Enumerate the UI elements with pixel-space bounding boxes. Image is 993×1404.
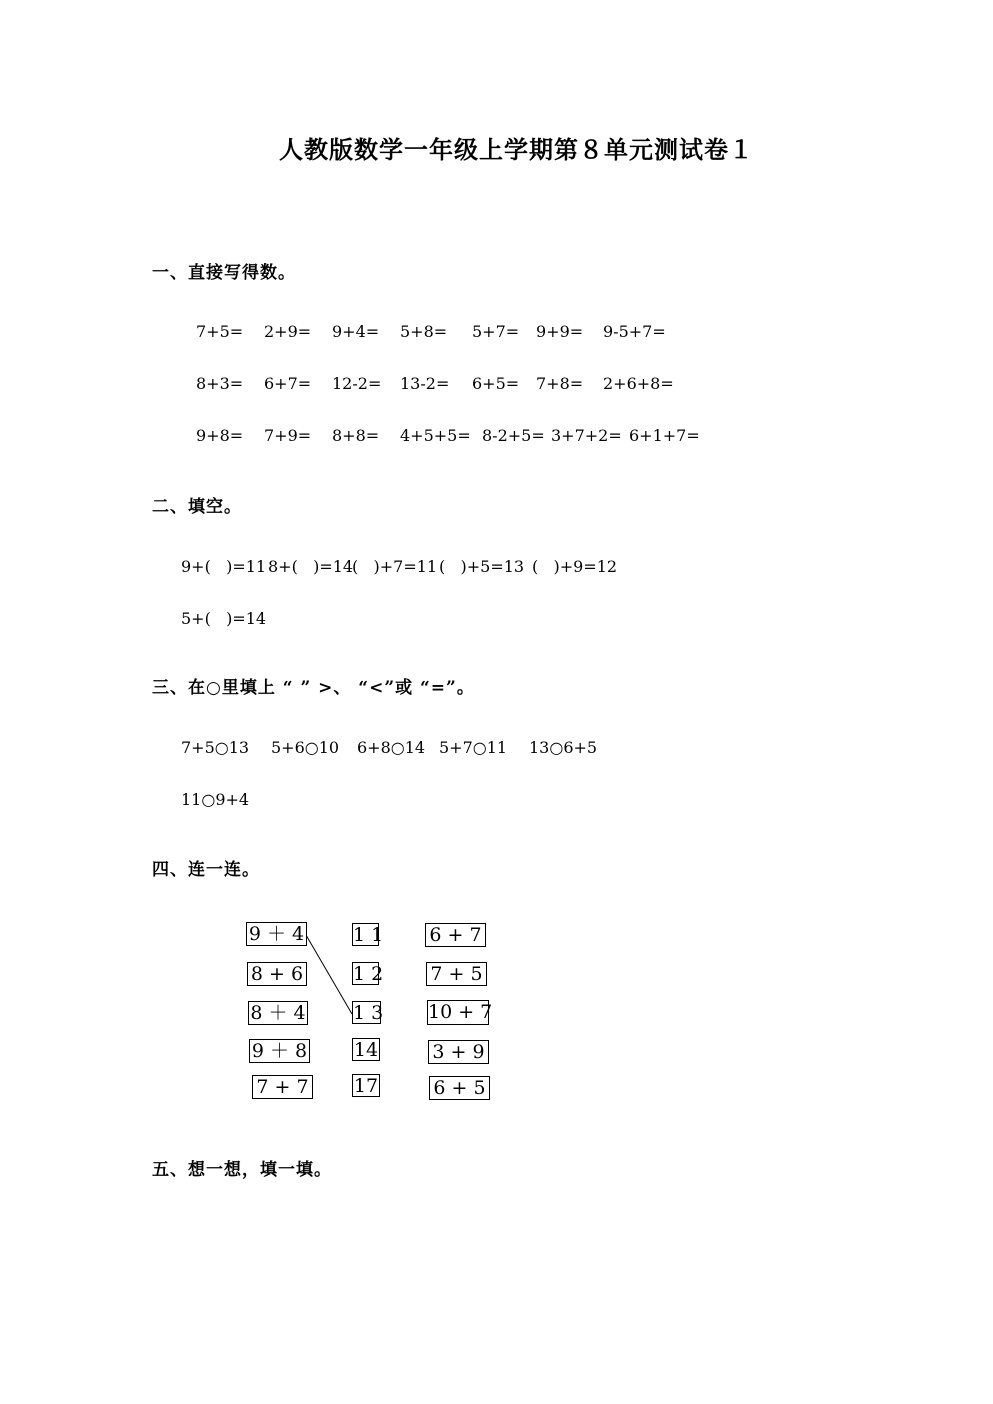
right-expression-box[interactable]: 6 + 5 [429,1076,490,1100]
q1-item: 12-2= [332,374,382,393]
left-expression-box[interactable]: 9 ＋ 4 [246,922,307,946]
right-expression-box[interactable]: 10 + 7 [428,1001,493,1023]
q1-item: 5+8= [400,322,448,341]
q1-item: 13-2= [400,374,450,393]
q1-item: 7+8= [536,374,584,393]
q1-item: 8+8= [332,426,380,445]
left-expression-box[interactable]: 8 + 6 [247,962,307,986]
q1-item: 5+7= [472,322,520,341]
q2-item: 8+( )=14 [268,557,354,576]
q1-item: 2+9= [264,322,312,341]
q1-item: 8+3= [196,374,244,393]
left-expression-box[interactable]: 8 ＋ 4 [248,1001,308,1025]
q1-item: 9+4= [332,322,380,341]
q2-item: ( )+9=12 [532,557,618,576]
q1-item: 4+5+5= [400,426,471,445]
middle-number-box[interactable]: 1 2 [353,963,384,985]
right-expression-box[interactable]: 3 + 9 [428,1040,489,1064]
section-heading-2: 二、填空。 [152,497,242,517]
q1-item: 7+9= [264,426,312,445]
q1-item: 3+7+2= [551,426,622,445]
q3-item: 11○9+4 [181,790,250,809]
section-heading-4: 四、连一连。 [152,860,260,880]
middle-number-box[interactable]: 17 [353,1075,379,1097]
q3-item: 5+6○10 [271,738,340,757]
q1-item: 6+7= [264,374,312,393]
matching-line [306,935,352,1014]
middle-number-box[interactable]: 1 1 [353,924,384,946]
left-expression-box[interactable]: 9 ＋ 8 [249,1039,310,1063]
q2-item: 5+( )=14 [181,609,267,628]
q1-item: 9+8= [196,426,244,445]
q2-item: 9+( )=11 [181,557,267,576]
q2-item: ( )+7=11 [352,557,438,576]
q1-item: 8-2+5= [482,426,545,445]
right-expression-box[interactable]: 6 + 7 [425,923,486,947]
q1-item: 2+6+8= [603,374,674,393]
page-title: 人教版数学一年级上学期第８单元测试卷１ [279,136,754,164]
q3-item: 6+8○14 [357,738,426,757]
q2-item: ( )+5=13 [439,557,525,576]
section-heading-1: 一、直接写得数。 [152,263,296,283]
q1-item: 6+5= [472,374,520,393]
left-expression-box[interactable]: 7 + 7 [252,1075,313,1099]
q1-item: 6+1+7= [629,426,700,445]
q3-item: 7+5○13 [181,738,250,757]
q1-item: 9+9= [536,322,584,341]
section-heading-3: 三、在○里填上 “ ” >、 “<”或 “=”。 [152,678,475,698]
q3-item: 13○6+5 [529,738,598,757]
q1-item: 9-5+7= [603,322,666,341]
middle-number-box[interactable]: 1 3 [353,1002,384,1024]
q1-item: 7+5= [196,322,244,341]
middle-number-box[interactable]: 14 [353,1039,379,1061]
section-heading-5: 五、想一想，填一填。 [152,1160,332,1180]
q3-item: 5+7○11 [439,738,508,757]
right-expression-box[interactable]: 7 + 5 [426,962,487,986]
